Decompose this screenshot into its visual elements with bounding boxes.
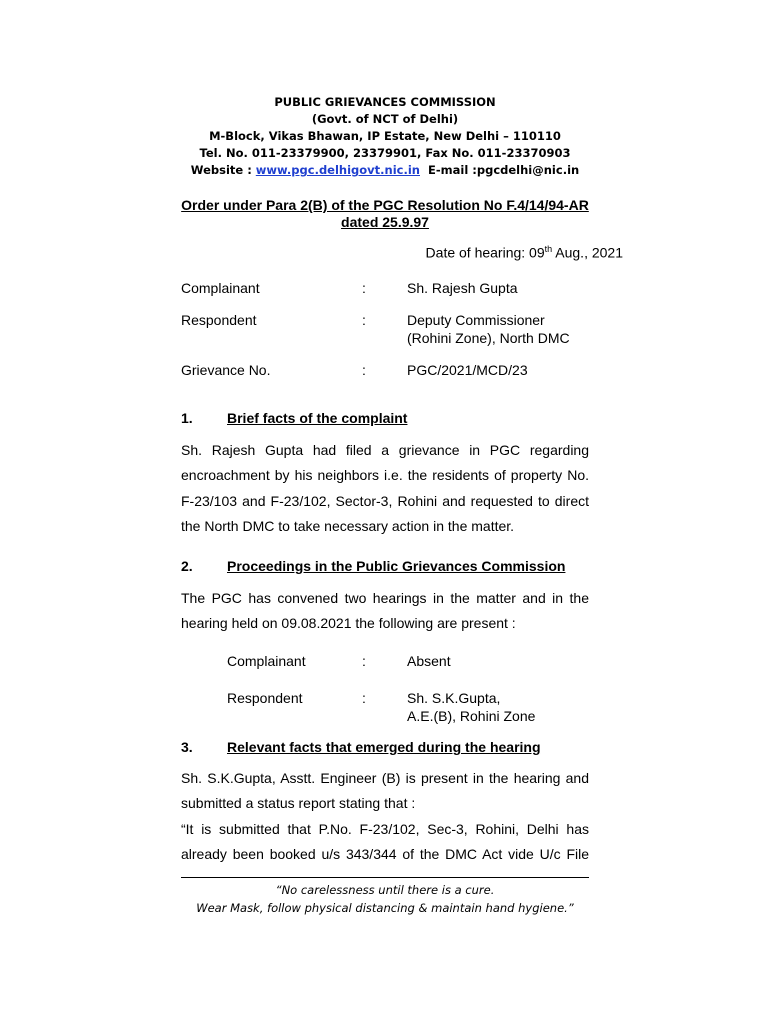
- colon: :: [362, 653, 366, 669]
- body-line: submitted a status report stating that :: [181, 795, 416, 812]
- body-line: already been booked u/s 343/344 of the DMC Act vide U/c File: [181, 845, 589, 862]
- section-3-body: [181, 766, 589, 867]
- order-title-line1: Order under Para 2(B) of the PGC Resolution No F.4/14/94-AR: [181, 197, 589, 213]
- colon: :: [362, 362, 366, 378]
- colon: :: [362, 690, 366, 706]
- phone-fax: Tel. No. 011-23379900, 23379901, Fax No. 011-23370903: [199, 146, 571, 160]
- govt-name: (Govt. of NCT of Delhi): [311, 112, 459, 126]
- section-2-body: [181, 586, 589, 637]
- footer-divider: [181, 877, 589, 878]
- body-line: “It is submitted that P.No. F-23/102, Sec-3, Rohini, Delhi has: [181, 820, 589, 837]
- respondent-label: Respondent: [181, 312, 257, 328]
- contact-line: [0, 162, 770, 179]
- section-2-title: Proceedings in the Public Grievances Commission: [227, 558, 566, 574]
- footer-note: [0, 881, 770, 917]
- present-respondent-value: Sh. S.K.Gupta, A.E.(B), Rohini Zone: [407, 690, 536, 724]
- grievance-value: PGC/2021/MCD/23: [407, 362, 528, 378]
- commission-name: PUBLIC GRIEVANCES COMMISSION: [274, 95, 496, 109]
- body-line: The PGC has convened two hearings in the matter and in the: [181, 590, 589, 606]
- hearing-date: Date of hearing: 09th Aug., 2021: [425, 244, 623, 261]
- body-line: F-23/103 and F-23/102, Sector-3, Rohini and requested to direct: [181, 492, 589, 509]
- present-complainant-value: Absent: [407, 653, 451, 669]
- body-line: Sh. S.K.Gupta, Asstt. Engineer (B) is present in the hearing and: [181, 770, 589, 786]
- colon: :: [362, 312, 366, 328]
- section-3-number: 3.: [181, 739, 193, 755]
- order-title-line2: dated 25.9.97: [341, 214, 429, 230]
- body-line: hearing held on 09.08.2021 the following are present :: [181, 615, 516, 632]
- body-line: Sh. Rajesh Gupta had filed a grievance in PGC regarding: [181, 442, 589, 458]
- body-line: the North DMC to take necessary action in the matter.: [181, 517, 515, 534]
- respondent-value: Deputy Commissioner (Rohini Zone), North DMC: [407, 312, 570, 346]
- order-title: [0, 197, 770, 231]
- present-complainant-label: Complainant: [227, 653, 306, 669]
- colon: :: [362, 280, 366, 296]
- website-label: Website :: [190, 163, 256, 177]
- footer-line2: Wear Mask, follow physical distancing & maintain hand hygiene.”: [196, 901, 574, 915]
- email-text: E-mail :pgcdelhi@nic.in: [420, 163, 580, 177]
- footer-line1: “No carelessness until there is a cure.: [275, 883, 495, 897]
- present-respondent-label: Respondent: [227, 690, 303, 706]
- section-1-title: Brief facts of the complaint: [227, 410, 408, 426]
- complainant-value: Sh. Rajesh Gupta: [407, 280, 518, 296]
- section-1-number: 1.: [181, 410, 193, 426]
- letterhead: [0, 94, 770, 179]
- complainant-label: Complainant: [181, 280, 260, 296]
- section-3-title: Relevant facts that emerged during the hearing: [227, 739, 541, 755]
- website-link[interactable]: www.pgc.delhigovt.nic.in: [255, 163, 420, 177]
- address: M-Block, Vikas Bhawan, IP Estate, New Delhi – 110110: [209, 129, 561, 143]
- grievance-label: Grievance No.: [181, 362, 271, 378]
- section-2-number: 2.: [181, 558, 193, 574]
- body-line: encroachment by his neighbors i.e. the residents of property No.: [181, 467, 589, 484]
- section-1-body: [181, 438, 589, 539]
